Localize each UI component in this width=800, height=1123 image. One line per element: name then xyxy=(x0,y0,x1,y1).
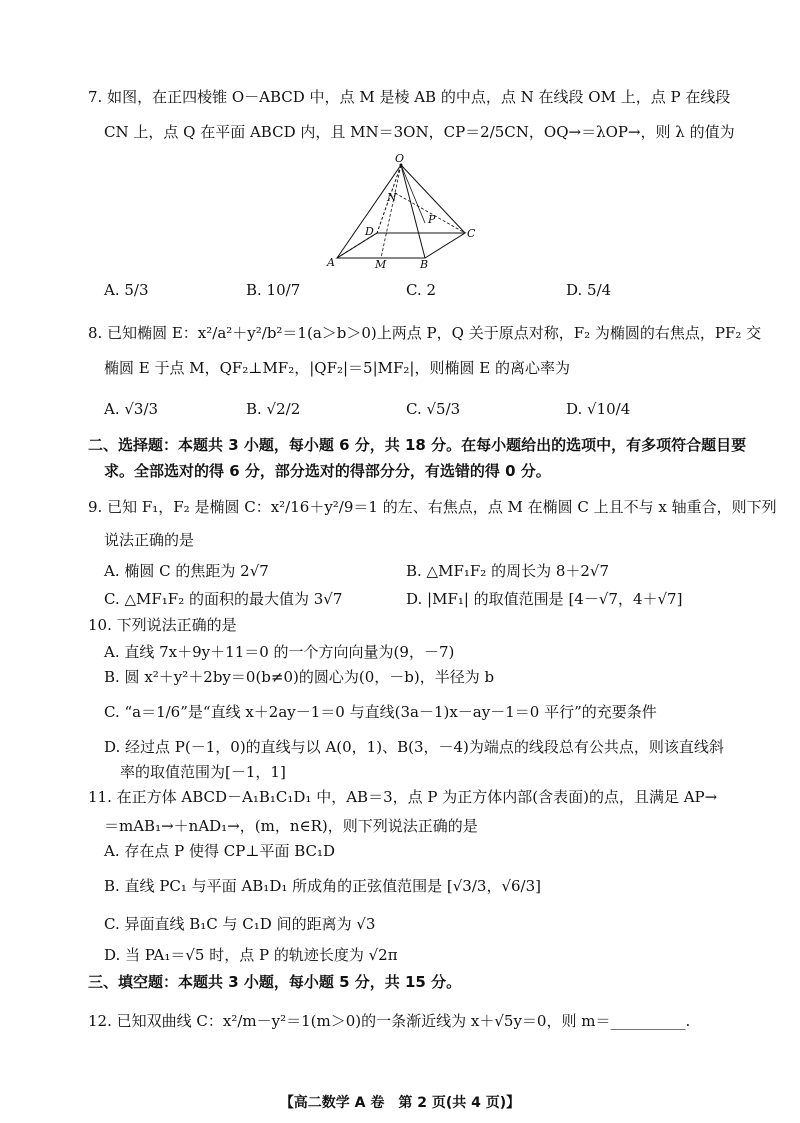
q8-option-c: C. √5/3 xyxy=(406,400,461,418)
section2-heading: 二、选择题：本题共 3 小题，每小题 6 分，共 18 分。在每小题给出的选项中，有多项符合题目要 xyxy=(88,436,747,454)
q11-option-a: A. 存在点 P 使得 CP⊥平面 BC₁D xyxy=(104,842,336,860)
q10-stem: 10. 下列说法正确的是 xyxy=(88,616,237,634)
section3-heading: 三、填空题：本题共 3 小题，每小题 5 分，共 15 分。 xyxy=(88,973,462,991)
q9-option-a: A. 椭圆 C 的焦距为 2√7 xyxy=(104,562,269,580)
label-P: P xyxy=(428,213,436,226)
q7-line2: CN 上，点 Q 在平面 ABCD 内，且 MN＝3ON，CP＝2/5CN，OQ→＝λOP→，则 λ 的值为 xyxy=(104,123,735,141)
q11-line2: ＝mAB₁→＋nAD₁→，(m，n∈R)，则下列说法正确的是 xyxy=(104,817,478,835)
q7-option-c: C. 2 xyxy=(406,281,437,299)
q8-line2: 椭圆 E 于点 M，QF₂⊥MF₂，|QF₂|＝5|MF₂|，则椭圆 E 的离心率为 xyxy=(104,359,570,377)
q8-option-d: D. √10/4 xyxy=(566,400,631,418)
section2-heading-line2: 求。全部选对的得 6 分，部分选对的得部分分，有选错的得 0 分。 xyxy=(104,462,551,480)
q7-option-b: B. 10/7 xyxy=(246,281,301,299)
label-M: M xyxy=(375,258,387,271)
q10-option-b: B. 圆 x²＋y²＋2by＝0(b≠0)的圆心为(0，－b)，半径为 b xyxy=(104,668,495,686)
label-D: D xyxy=(365,225,374,238)
q10-option-c: C. “a＝1/6”是“直线 x＋2ay－1＝0 与直线(3a－1)x－ay－1＝0 平行”的充要条件 xyxy=(104,703,657,721)
q11-option-c: C. 异面直线 B₁C 与 C₁D 间的距离为 √3 xyxy=(104,915,376,933)
q10-option-d: D. 经过点 P(－1，0)的直线与以 A(0，1)、B(3，－4)为端点的线段总有公共点，则该直线斜 xyxy=(104,738,724,756)
q11-option-b: B. 直线 PC₁ 与平面 AB₁D₁ 所成角的正弦值范围是 [√3/3，√6/3] xyxy=(104,877,541,895)
q10-option-a: A. 直线 7x＋9y＋11＝0 的一个方向向量为(9，－7) xyxy=(104,643,455,661)
q9-option-c: C. △MF₁F₂ 的面积的最大值为 3√7 xyxy=(104,590,343,608)
q11-option-d: D. 当 PA₁＝√5 时，点 P 的轨迹长度为 √2π xyxy=(104,946,398,964)
q9-line1: 9. 已知 F₁，F₂ 是椭圆 C：x²/16＋y²/9＝1 的左、右焦点，点 M 在椭圆 C 上且不与 x 轴重合，则下列 xyxy=(88,498,777,516)
q8-line1: 8. 已知椭圆 E：x²/a²＋y²/b²＝1(a＞b＞0)上两点 P，Q 关于原点对称，F₂ 为椭圆的右焦点，PF₂ 交 xyxy=(88,324,762,342)
q8-option-a: A. √3/3 xyxy=(104,400,159,418)
label-B: B xyxy=(420,258,429,271)
label-A: A xyxy=(327,256,335,269)
q7-option-d: D. 5/4 xyxy=(566,281,612,299)
q9-option-b: B. △MF₁F₂ 的周长为 8＋2√7 xyxy=(406,562,610,580)
q8-option-b: B. √2/2 xyxy=(246,400,301,418)
q10-option-d-line2: 率的取值范围为[－1，1] xyxy=(120,763,286,781)
q9-option-d: D. |MF₁| 的取值范围是 [4－√7，4＋√7] xyxy=(406,590,683,608)
q7-option-a: A. 5/3 xyxy=(104,281,149,299)
q7-line1: 7. 如图，在正四棱锥 O－ABCD 中，点 M 是棱 AB 的中点，点 N 在线段 OM 上，点 P 在线段 xyxy=(88,88,731,106)
label-N: N xyxy=(387,191,397,204)
q9-line2: 说法正确的是 xyxy=(104,531,195,549)
label-C: C xyxy=(467,227,476,240)
pyramid-figure xyxy=(325,153,485,271)
label-O: O xyxy=(395,153,405,165)
page-footer: 【高二数学 A 卷 第 2 页(共 4 页)】 xyxy=(279,1095,521,1111)
q11-line1: 11. 在正方体 ABCD－A₁B₁C₁D₁ 中，AB＝3，点 P 为正方体内部(含表面)的点，且满足 AP→ xyxy=(88,788,718,806)
q12-line: 12. 已知双曲线 C：x²/m－y²＝1(m＞0)的一条渐近线为 x＋√5y＝0，则 m＝__________. xyxy=(88,1012,691,1030)
